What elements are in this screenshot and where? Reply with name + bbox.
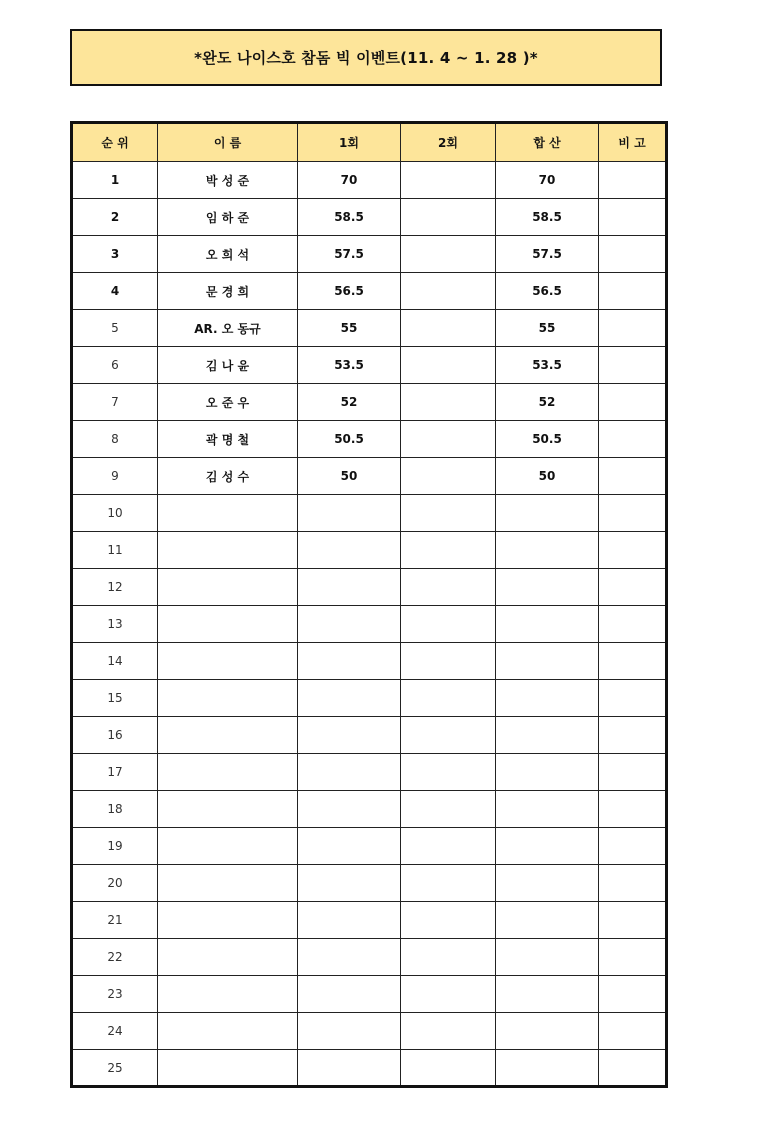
total-cell xyxy=(496,754,599,791)
rank-cell: 15 xyxy=(72,680,158,717)
total-cell xyxy=(496,976,599,1013)
total-cell: 52 xyxy=(496,384,599,421)
rank-cell: 12 xyxy=(72,569,158,606)
round2-cell xyxy=(401,939,496,976)
round1-cell xyxy=(298,902,401,939)
note-cell xyxy=(599,1013,667,1050)
note-cell xyxy=(599,347,667,384)
rank-cell: 10 xyxy=(72,495,158,532)
round2-cell xyxy=(401,495,496,532)
name-cell xyxy=(158,754,298,791)
round1-cell: 58.5 xyxy=(298,199,401,236)
note-cell xyxy=(599,1050,667,1087)
note-cell xyxy=(599,236,667,273)
table-row xyxy=(72,384,667,421)
round1-cell xyxy=(298,791,401,828)
total-cell xyxy=(496,1050,599,1087)
rank-cell: 2 xyxy=(72,199,158,236)
rank-cell: 7 xyxy=(72,384,158,421)
total-cell xyxy=(496,532,599,569)
name-cell xyxy=(158,939,298,976)
round1-cell: 55 xyxy=(298,310,401,347)
total-cell xyxy=(496,865,599,902)
column-header-round1: 1회 xyxy=(298,123,401,162)
round1-cell: 57.5 xyxy=(298,236,401,273)
round1-cell xyxy=(298,606,401,643)
note-cell xyxy=(599,865,667,902)
name-cell xyxy=(158,569,298,606)
rank-cell: 13 xyxy=(72,606,158,643)
round2-cell xyxy=(401,569,496,606)
note-cell xyxy=(599,458,667,495)
note-cell xyxy=(599,976,667,1013)
rank-cell: 24 xyxy=(72,1013,158,1050)
rank-cell: 9 xyxy=(72,458,158,495)
name-cell xyxy=(158,643,298,680)
name-cell: 오 희 석 xyxy=(158,236,298,273)
total-cell: 53.5 xyxy=(496,347,599,384)
round2-cell xyxy=(401,606,496,643)
total-cell xyxy=(496,643,599,680)
round1-cell: 53.5 xyxy=(298,347,401,384)
round1-cell xyxy=(298,828,401,865)
table-row xyxy=(72,199,667,236)
round1-cell xyxy=(298,717,401,754)
name-cell: 오 준 우 xyxy=(158,384,298,421)
round1-cell: 50 xyxy=(298,458,401,495)
round1-cell xyxy=(298,532,401,569)
name-cell xyxy=(158,902,298,939)
name-cell: 박 성 준 xyxy=(158,162,298,199)
total-cell xyxy=(496,902,599,939)
rank-cell: 4 xyxy=(72,273,158,310)
table-row xyxy=(72,458,667,495)
round1-cell xyxy=(298,643,401,680)
table-row xyxy=(72,1013,667,1050)
table-row xyxy=(72,791,667,828)
name-cell: AR. 오 동규 xyxy=(158,310,298,347)
table-row xyxy=(72,236,667,273)
round2-cell xyxy=(401,273,496,310)
ranking-table xyxy=(70,121,668,1088)
note-cell xyxy=(599,495,667,532)
table-row xyxy=(72,902,667,939)
note-cell xyxy=(599,902,667,939)
table-row xyxy=(72,717,667,754)
round2-cell xyxy=(401,347,496,384)
total-cell: 57.5 xyxy=(496,236,599,273)
rank-cell: 20 xyxy=(72,865,158,902)
name-cell xyxy=(158,865,298,902)
round2-cell xyxy=(401,310,496,347)
note-cell xyxy=(599,754,667,791)
rank-cell: 1 xyxy=(72,162,158,199)
note-cell xyxy=(599,606,667,643)
column-header-round2: 2회 xyxy=(401,123,496,162)
name-cell xyxy=(158,976,298,1013)
rank-cell: 17 xyxy=(72,754,158,791)
round1-cell: 52 xyxy=(298,384,401,421)
round1-cell: 70 xyxy=(298,162,401,199)
table-row xyxy=(72,273,667,310)
round2-cell xyxy=(401,162,496,199)
note-cell xyxy=(599,717,667,754)
table-row xyxy=(72,606,667,643)
round1-cell xyxy=(298,680,401,717)
table-row xyxy=(72,643,667,680)
round2-cell xyxy=(401,717,496,754)
rank-cell: 16 xyxy=(72,717,158,754)
name-cell xyxy=(158,606,298,643)
table-row xyxy=(72,569,667,606)
table-row xyxy=(72,976,667,1013)
rank-cell: 3 xyxy=(72,236,158,273)
round2-cell xyxy=(401,421,496,458)
column-header-rank: 순 위 xyxy=(72,123,158,162)
note-cell xyxy=(599,791,667,828)
total-cell xyxy=(496,569,599,606)
rank-cell: 18 xyxy=(72,791,158,828)
table-row xyxy=(72,495,667,532)
column-header-name: 이 름 xyxy=(158,123,298,162)
round1-cell: 50.5 xyxy=(298,421,401,458)
round1-cell xyxy=(298,569,401,606)
round2-cell xyxy=(401,865,496,902)
rank-cell: 19 xyxy=(72,828,158,865)
rank-cell: 8 xyxy=(72,421,158,458)
name-cell xyxy=(158,791,298,828)
table-row xyxy=(72,680,667,717)
round1-cell xyxy=(298,865,401,902)
total-cell xyxy=(496,939,599,976)
name-cell: 임 하 준 xyxy=(158,199,298,236)
round2-cell xyxy=(401,384,496,421)
note-cell xyxy=(599,643,667,680)
round1-cell xyxy=(298,1050,401,1087)
round2-cell xyxy=(401,791,496,828)
table-row xyxy=(72,310,667,347)
name-cell xyxy=(158,532,298,569)
total-cell xyxy=(496,791,599,828)
round2-cell xyxy=(401,902,496,939)
round1-cell xyxy=(298,754,401,791)
round1-cell xyxy=(298,939,401,976)
name-cell: 김 나 윤 xyxy=(158,347,298,384)
note-cell xyxy=(599,680,667,717)
note-cell xyxy=(599,569,667,606)
note-cell xyxy=(599,199,667,236)
round1-cell xyxy=(298,976,401,1013)
round2-cell xyxy=(401,532,496,569)
rank-cell: 14 xyxy=(72,643,158,680)
name-cell xyxy=(158,717,298,754)
name-cell: 곽 명 철 xyxy=(158,421,298,458)
total-cell xyxy=(496,717,599,754)
round2-cell xyxy=(401,643,496,680)
table-row xyxy=(72,939,667,976)
total-cell: 50 xyxy=(496,458,599,495)
note-cell xyxy=(599,939,667,976)
round1-cell: 56.5 xyxy=(298,273,401,310)
rank-cell: 25 xyxy=(72,1050,158,1087)
rank-cell: 6 xyxy=(72,347,158,384)
round2-cell xyxy=(401,236,496,273)
total-cell xyxy=(496,680,599,717)
round1-cell xyxy=(298,495,401,532)
table-row xyxy=(72,865,667,902)
round2-cell xyxy=(401,1050,496,1087)
table-row xyxy=(72,421,667,458)
name-cell: 김 성 수 xyxy=(158,458,298,495)
total-cell xyxy=(496,606,599,643)
total-cell: 55 xyxy=(496,310,599,347)
column-header-note: 비 고 xyxy=(599,123,667,162)
total-cell: 50.5 xyxy=(496,421,599,458)
note-cell xyxy=(599,273,667,310)
name-cell xyxy=(158,680,298,717)
table-row xyxy=(72,162,667,199)
note-cell xyxy=(599,532,667,569)
total-cell: 58.5 xyxy=(496,199,599,236)
name-cell xyxy=(158,828,298,865)
table-row xyxy=(72,1050,667,1087)
total-cell: 56.5 xyxy=(496,273,599,310)
round2-cell xyxy=(401,1013,496,1050)
note-cell xyxy=(599,828,667,865)
total-cell: 70 xyxy=(496,162,599,199)
table-row xyxy=(72,754,667,791)
event-title: *완도 나이스호 참돔 빅 이벤트(11. 4 ~ 1. 28 )* xyxy=(70,29,662,86)
rank-cell: 5 xyxy=(72,310,158,347)
total-cell xyxy=(496,1013,599,1050)
rank-cell: 23 xyxy=(72,976,158,1013)
note-cell xyxy=(599,384,667,421)
round1-cell xyxy=(298,1013,401,1050)
note-cell xyxy=(599,162,667,199)
name-cell xyxy=(158,495,298,532)
column-header-total: 합 산 xyxy=(496,123,599,162)
name-cell xyxy=(158,1050,298,1087)
round2-cell xyxy=(401,828,496,865)
total-cell xyxy=(496,828,599,865)
note-cell xyxy=(599,421,667,458)
table-row xyxy=(72,532,667,569)
table-header-row xyxy=(72,123,667,162)
round2-cell xyxy=(401,458,496,495)
rank-cell: 21 xyxy=(72,902,158,939)
name-cell xyxy=(158,1013,298,1050)
round2-cell xyxy=(401,976,496,1013)
round2-cell xyxy=(401,199,496,236)
note-cell xyxy=(599,310,667,347)
name-cell: 문 경 희 xyxy=(158,273,298,310)
table-row xyxy=(72,828,667,865)
rank-cell: 22 xyxy=(72,939,158,976)
total-cell xyxy=(496,495,599,532)
round2-cell xyxy=(401,680,496,717)
rank-cell: 11 xyxy=(72,532,158,569)
round2-cell xyxy=(401,754,496,791)
table-row xyxy=(72,347,667,384)
